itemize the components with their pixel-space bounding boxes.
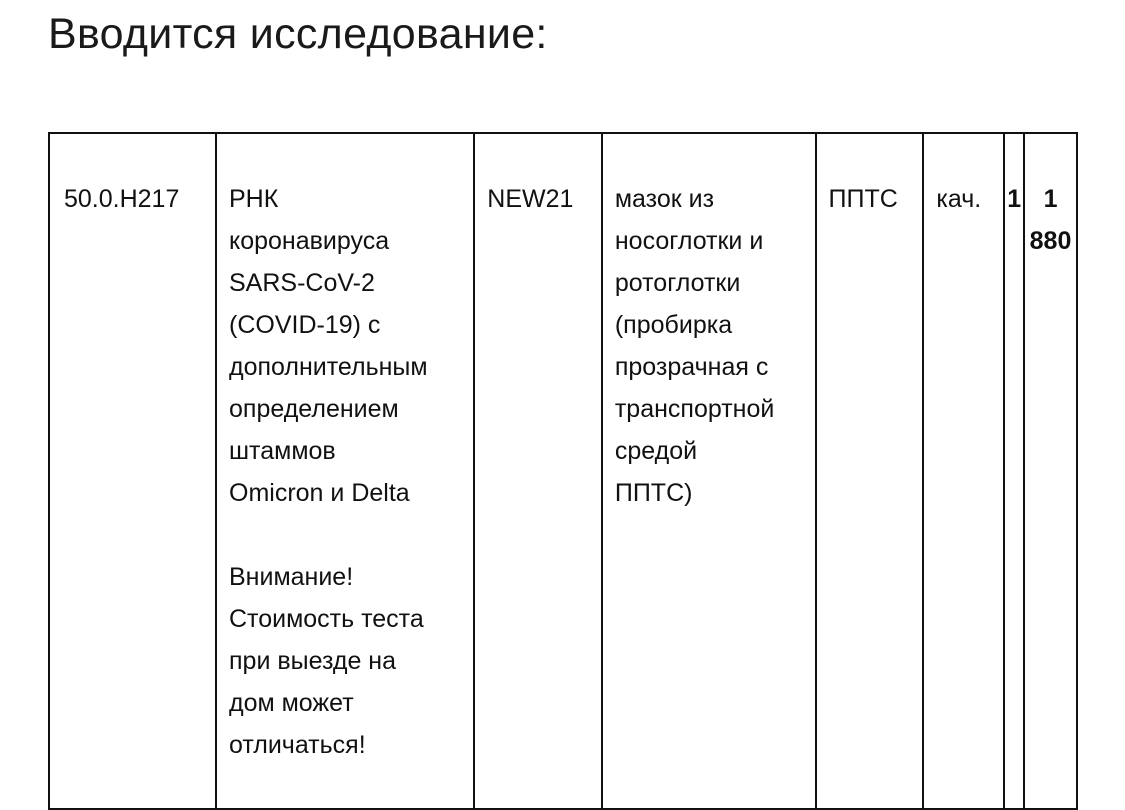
method-type: кач. bbox=[936, 185, 982, 213]
turnaround-days: 1 bbox=[1007, 185, 1022, 213]
study-name-cell bbox=[216, 133, 474, 809]
study-code-cell bbox=[49, 133, 216, 809]
study-name: РНК коронавируса SARS-CoV-2 (COVID-19) с дополнительным определением штаммов Omicron и Delta Внимание! Стоимость теста при выезде на дом может отличаться! bbox=[229, 185, 428, 759]
page-title: Вводится исследование: bbox=[48, 10, 548, 58]
study-table bbox=[48, 132, 1078, 810]
container-cell bbox=[816, 133, 924, 809]
container-type: ППТС bbox=[828, 185, 898, 213]
material-cell bbox=[602, 133, 816, 809]
article-code: NEW21 bbox=[487, 185, 574, 213]
table-row bbox=[49, 133, 1077, 809]
biomaterial: мазок из носоглотки и ротоглотки (пробирка прозрачная с транспортной средой ППТС) bbox=[614, 185, 775, 507]
days-cell bbox=[1004, 133, 1024, 809]
study-code: 50.0.H217 bbox=[64, 185, 180, 213]
price: 1 880 bbox=[1029, 185, 1072, 255]
method-cell bbox=[923, 133, 1004, 809]
price-cell bbox=[1024, 133, 1077, 809]
article-cell bbox=[474, 133, 602, 809]
